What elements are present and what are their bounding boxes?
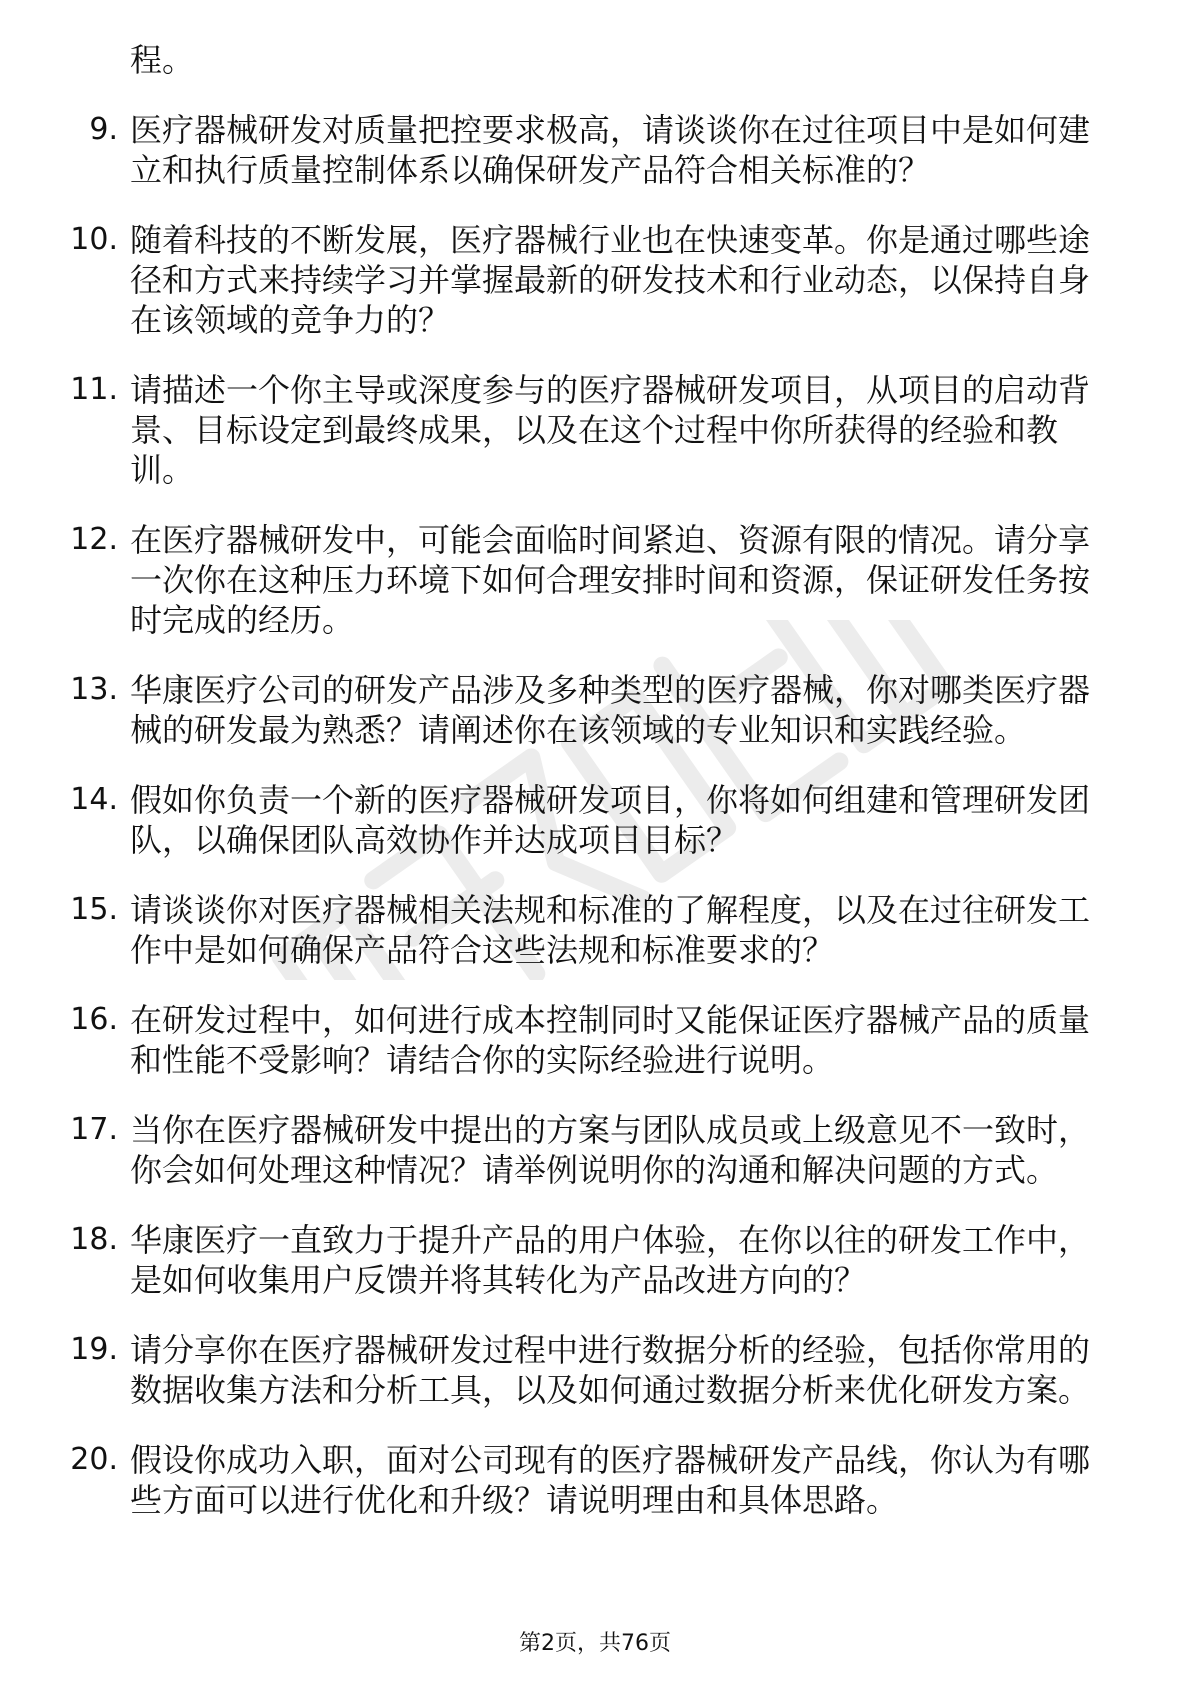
- item-text: 在医疗器械研发中，可能会面临时间紧迫、资源有限的情况。请分享一次你在这种压力环境下如何合理安排时间和资源，保证研发任务按时完成的经历。: [130, 521, 1091, 639]
- page-footer: 第2页，共76页: [519, 1631, 671, 1656]
- list-item: [60, 520, 1120, 640]
- list-item: [60, 670, 1120, 750]
- item-text: 假设你成功入职，面对公司现有的医疗器械研发产品线，你认为有哪些方面可以进行优化和升级？请说明理由和具体思路。: [130, 1441, 1091, 1519]
- list-item: [60, 110, 1120, 190]
- item-number: 17.: [70, 1112, 118, 1147]
- item-text: 医疗器械研发对质量把控要求极高，请谈谈你在过往项目中是如何建立和执行质量控制体系以确保研发产品符合相关标准的？: [130, 111, 1091, 189]
- list-item: [60, 370, 1120, 490]
- item-number: 15.: [70, 892, 118, 927]
- item-number: 19.: [70, 1332, 118, 1367]
- item-number: 12.: [70, 522, 118, 557]
- list-item: [60, 220, 1120, 340]
- item-text: 请分享你在医疗器械研发过程中进行数据分析的经验，包括你常用的数据收集方法和分析工具，以及如何通过数据分析来优化研发方案。: [130, 1331, 1091, 1409]
- item-number: 14.: [70, 782, 118, 817]
- item-text: 当你在医疗器械研发中提出的方案与团队成员或上级意见不一致时，你会如何处理这种情况？请举例说明你的沟通和解决问题的方式。: [130, 1111, 1091, 1189]
- item-text: 华康医疗一直致力于提升产品的用户体验，在你以往的研发工作中，是如何收集用户反馈并将其转化为产品改进方向的？: [130, 1221, 1091, 1299]
- item-text: 请谈谈你对医疗器械相关法规和标准的了解程度，以及在过往研发工作中是如何确保产品符合这些法规和标准要求的？: [130, 891, 1091, 969]
- item-text: 在研发过程中，如何进行成本控制同时又能保证医疗器械产品的质量和性能不受影响？请结合你的实际经验进行说明。: [130, 1001, 1091, 1079]
- list-item: [60, 890, 1120, 970]
- item-number: 13.: [70, 672, 118, 707]
- item-number: 9.: [89, 112, 118, 147]
- item-number: 11.: [70, 372, 118, 407]
- continuation-line: [60, 40, 1120, 80]
- list-item: [60, 1330, 1120, 1410]
- list-item: [60, 780, 1120, 860]
- question-list: [60, 40, 1120, 1550]
- item-text: 华康医疗公司的研发产品涉及多种类型的医疗器械，你对哪类医疗器械的研发最为熟悉？请阐述你在该领域的专业知识和实践经验。: [130, 671, 1091, 749]
- item-number: 10.: [70, 222, 118, 257]
- item-text: 假如你负责一个新的医疗器械研发项目，你将如何组建和管理研发团队，以确保团队高效协作并达成项目目标？: [130, 781, 1091, 859]
- item-number: 18.: [70, 1222, 118, 1257]
- list-item: [60, 1440, 1120, 1520]
- list-item: [60, 1000, 1120, 1080]
- item-number: 20.: [70, 1442, 118, 1477]
- continuation-text: 程。: [130, 41, 195, 79]
- list-item: [60, 1110, 1120, 1190]
- item-text: 随着科技的不断发展，医疗器械行业也在快速变革。你是通过哪些途径和方式来持续学习并掌握最新的研发技术和行业动态，以保持自身在该领域的竞争力的？: [130, 221, 1091, 339]
- item-number: 16.: [70, 1002, 118, 1037]
- item-text: 请描述一个你主导或深度参与的医疗器械研发项目，从项目的启动背景、目标设定到最终成果，以及在这个过程中你所获得的经验和教训。: [130, 371, 1091, 489]
- list-item: [60, 1220, 1120, 1300]
